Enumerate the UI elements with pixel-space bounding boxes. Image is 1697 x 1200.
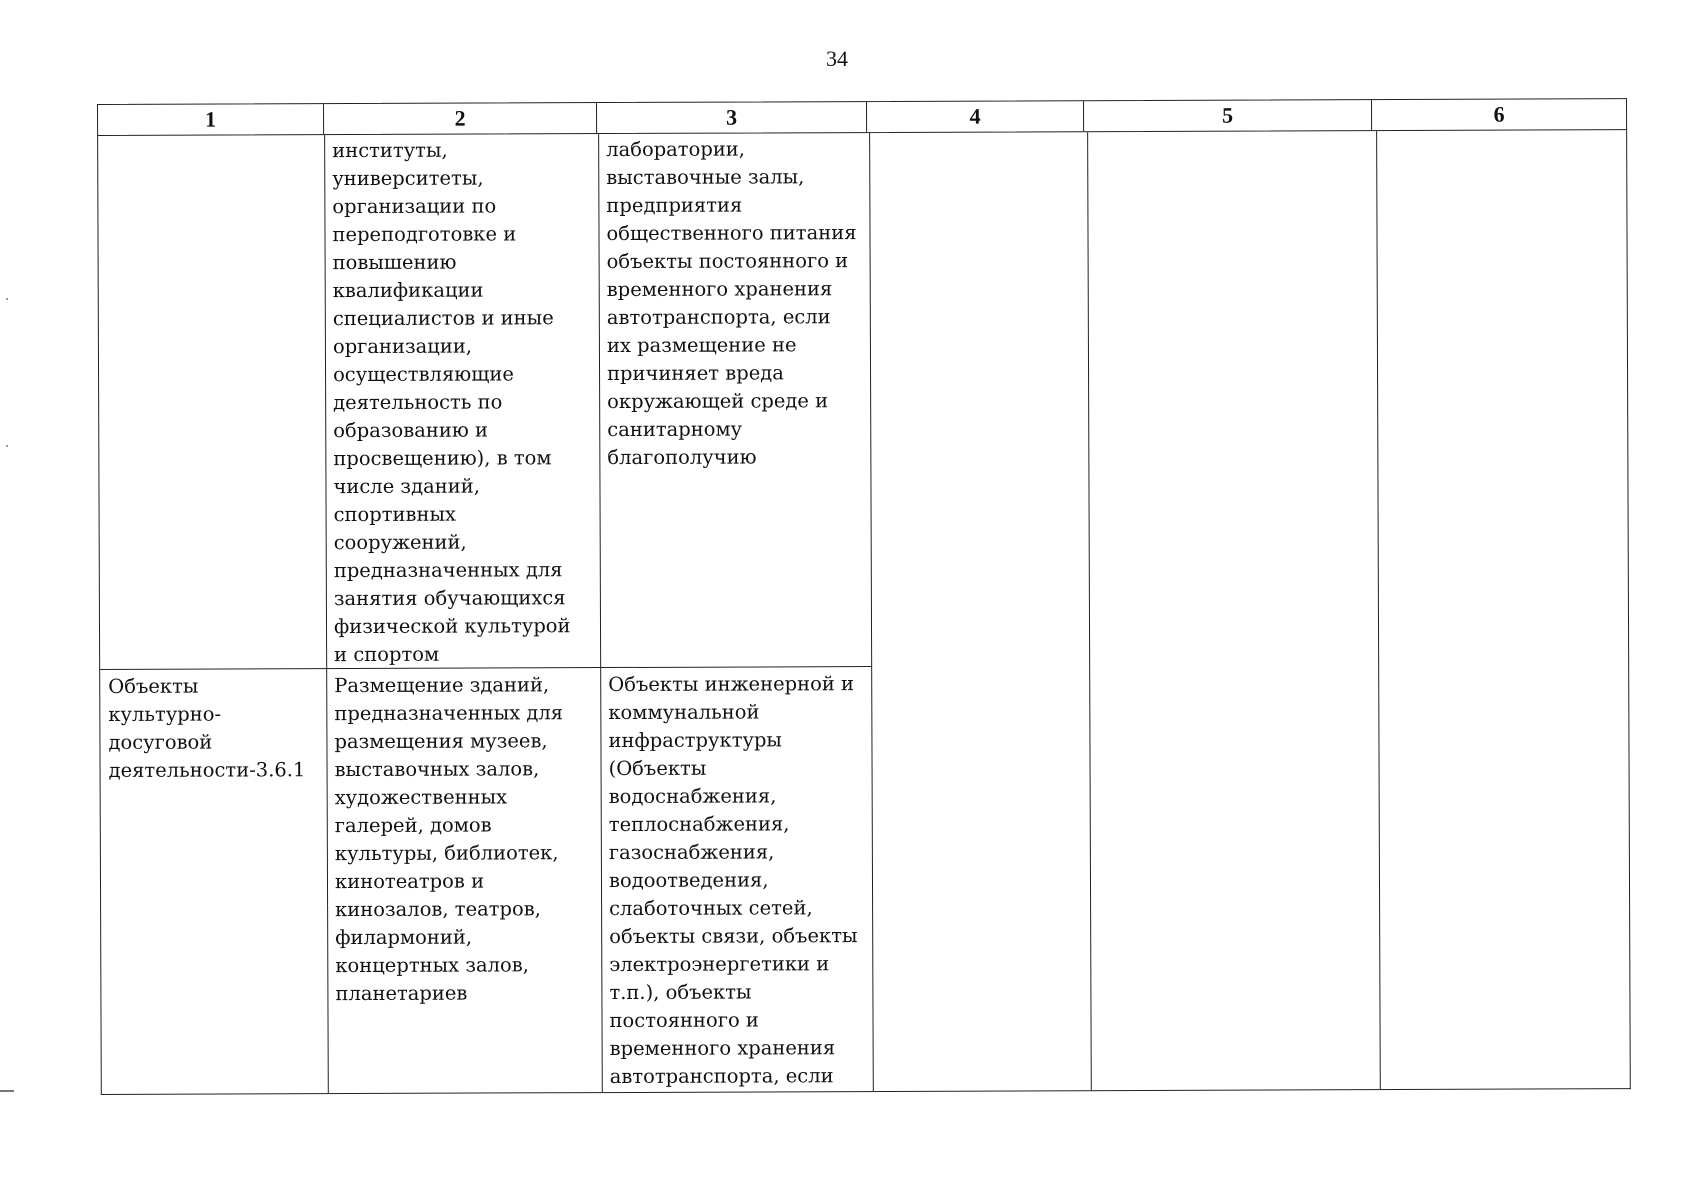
table-row-2-col-3: Объекты инженерной и коммунальной инфраструктуры (Объекты водоснабжения, теплоснабжения, газоснабжения, водоотведения, слаботочных сетей, объекты связи, объекты электроэнергетики и т.п.), объекты постоянного и временного хранения автотранспорта, если: [608, 672, 858, 1089]
scan-margin-mark: [0, 1090, 14, 1092]
column-header-3: 3: [597, 102, 867, 133]
land-use-table: [97, 98, 1631, 1095]
column-header-6: 6: [1493, 101, 1505, 127]
column-header-1: 1: [98, 104, 324, 135]
column-header-2: 2: [324, 103, 597, 134]
page-number: 34: [826, 46, 848, 71]
table-row-1-col-2: институты, университеты, организации по переподготовке и повышению квалификации специалистов и иные организации, осуществляющие деятельность по образованию и просвещению), в том числе зданий, спортивных сооружений, предназначенных для занятия обучающихся физической культурой и спортом: [332, 138, 571, 667]
column-divider: [1376, 131, 1381, 1089]
table-row-1-col-5: [1095, 133, 1375, 134]
scan-speck: [6, 445, 8, 447]
column-header-4: 4: [867, 101, 1084, 132]
column-header-5: 5: [1084, 100, 1372, 131]
scan-speck: [6, 298, 8, 300]
table-row-1-col-3: лаборатории, выставочные залы, предприятия общественного питания объекты постоянного и временного хранения автотранспорта, если их размещение не причиняет вреда окружающей среде и санитарному благополучию: [606, 137, 857, 470]
table-row-2-col-1: Объекты культурно- досуговой деятельности-3.6.1: [108, 674, 306, 782]
table-row-2-col-2: Размещение зданий, предназначенных для размещения музеев, выставочных залов, художественных галерей, домов культуры, библиотек, кинотеатров и кинозалов, театров, филармоний, концертных залов, планетариев: [334, 673, 564, 1006]
table-row-1-col-1: [106, 139, 318, 140]
table-body: [97, 130, 1631, 1095]
column-divider: [324, 135, 329, 1093]
column-divider: [598, 134, 603, 1092]
column-divider: [1087, 132, 1092, 1090]
